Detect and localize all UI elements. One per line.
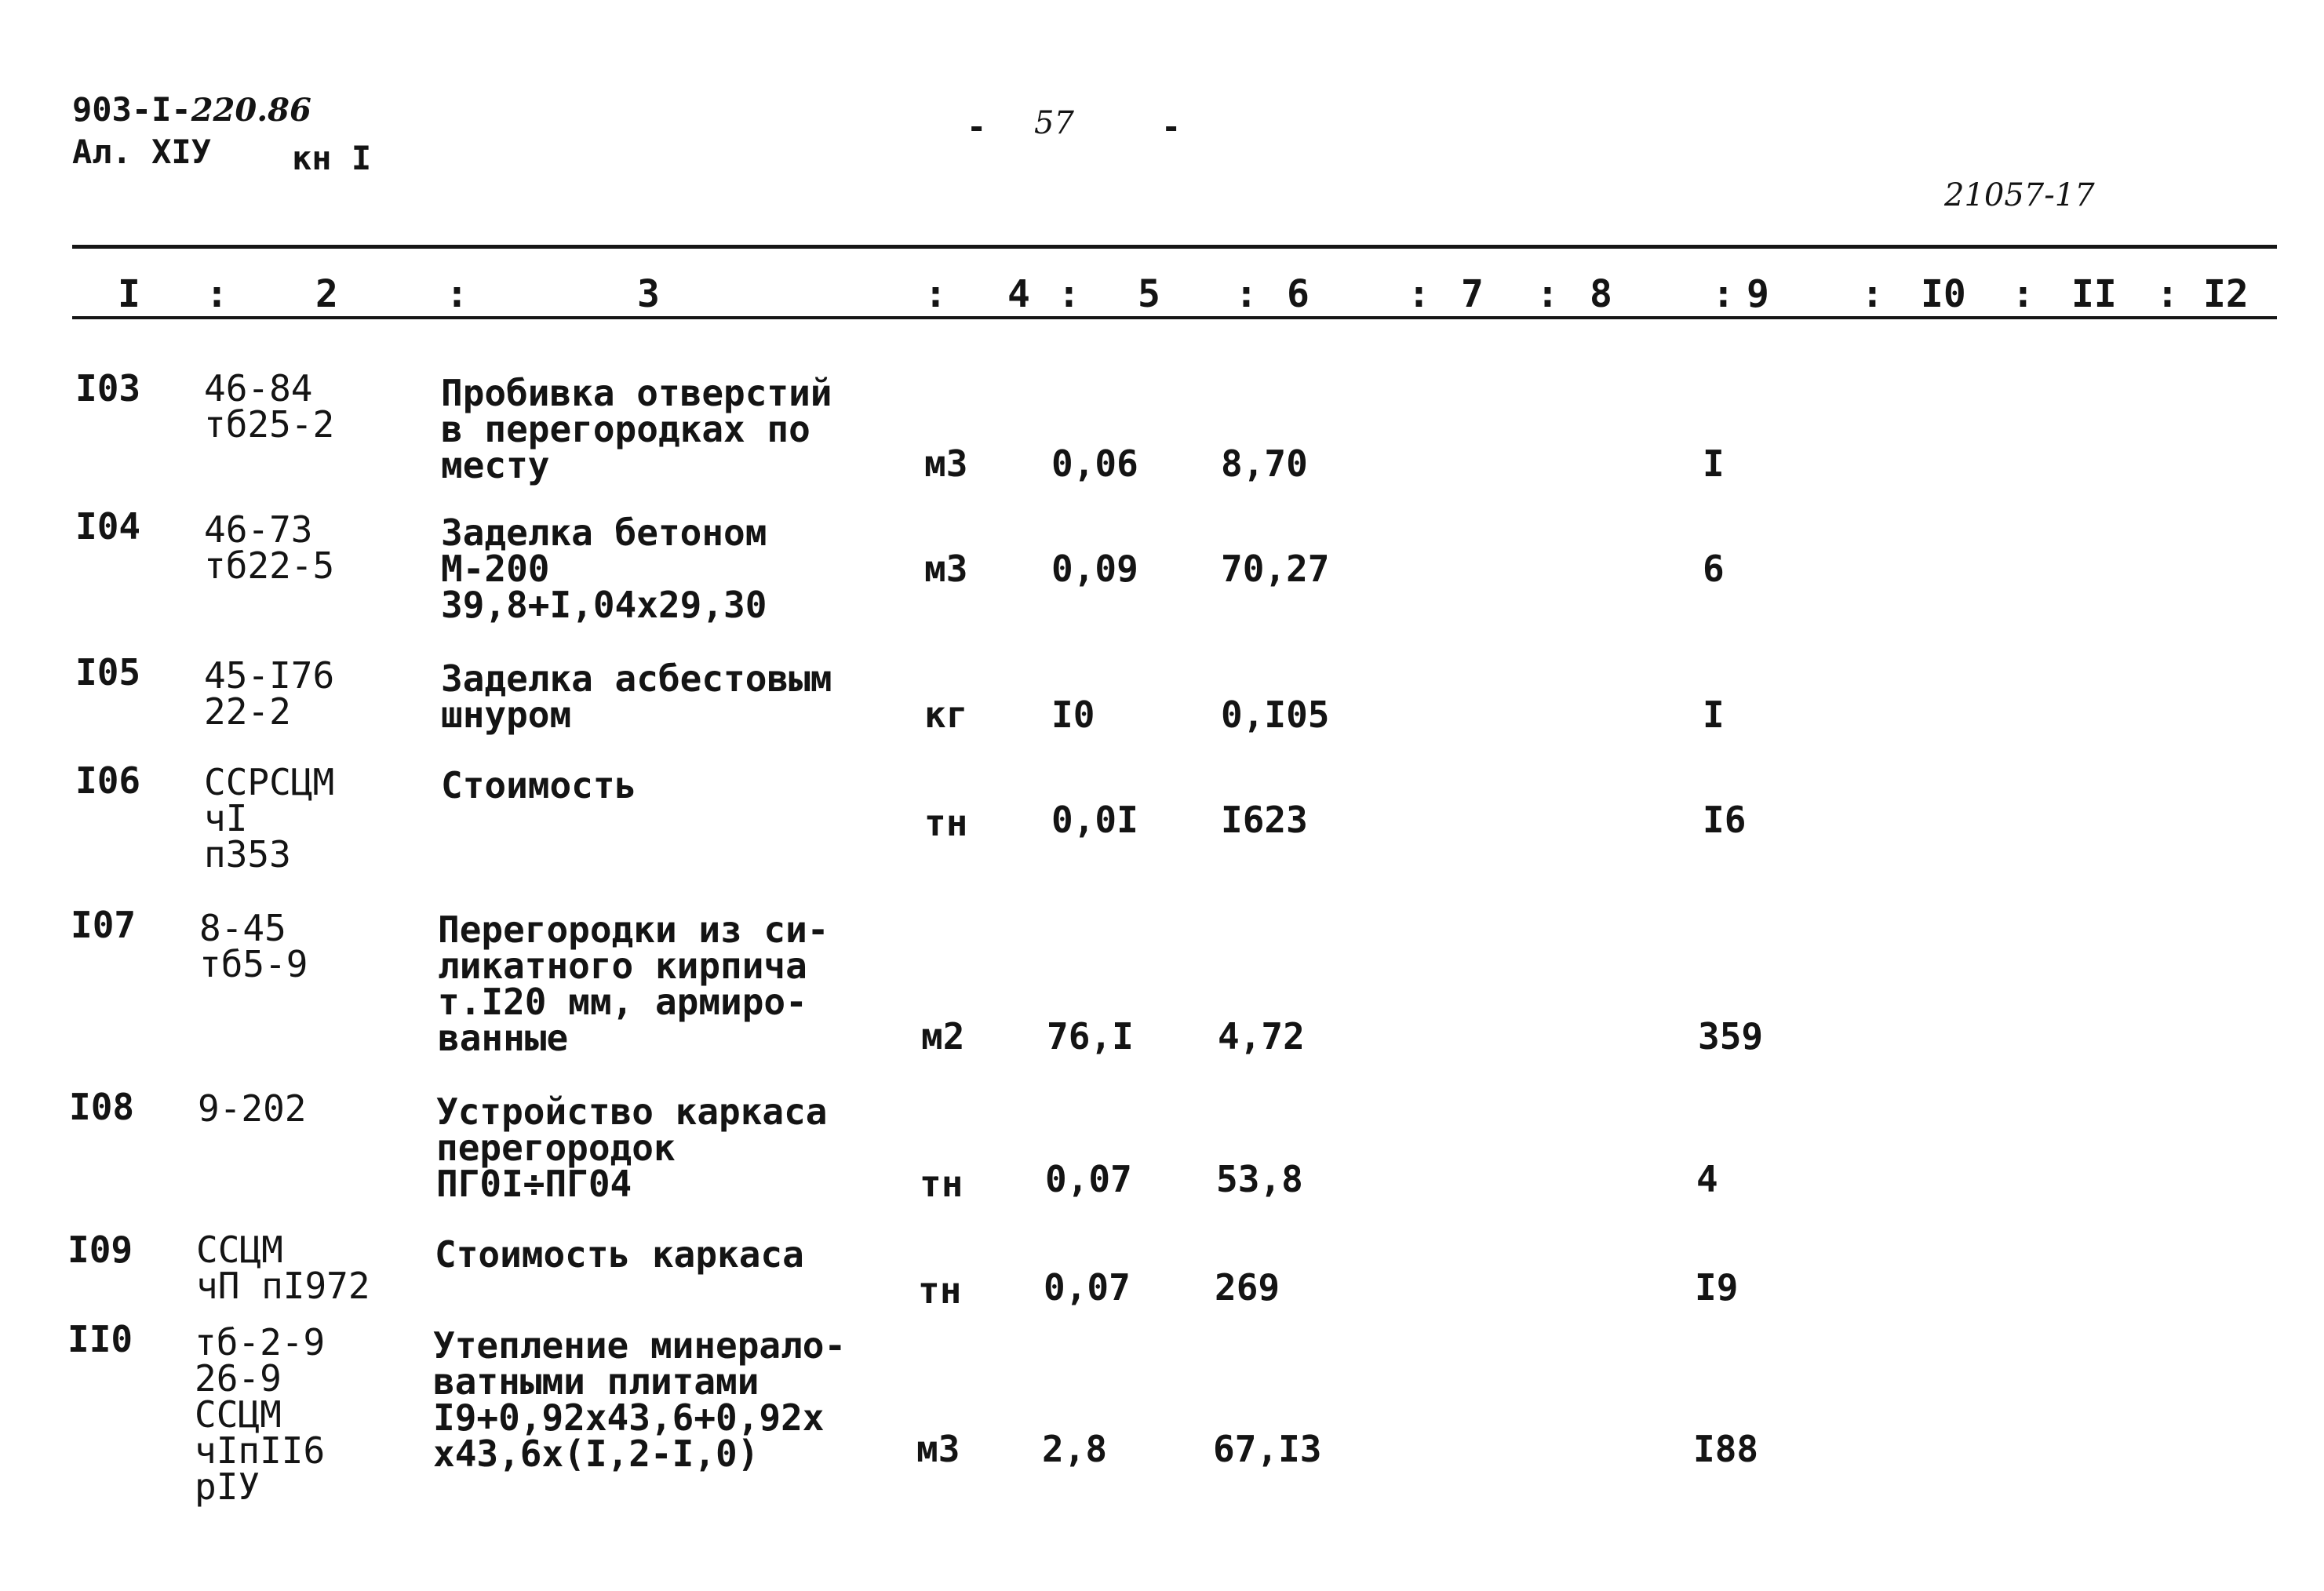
column-separator: : bbox=[1536, 272, 1559, 316]
stamp-number: 21057-17 bbox=[1944, 177, 2095, 213]
column-number-10: I0 bbox=[1921, 272, 1966, 316]
column-separator: : bbox=[1861, 272, 1884, 316]
column-number-3: 3 bbox=[637, 272, 660, 316]
quantity: 76,I bbox=[1047, 1015, 1134, 1058]
column-separator: : bbox=[1058, 272, 1080, 316]
column-number-2: 2 bbox=[315, 272, 338, 316]
quantity: 0,07 bbox=[1045, 1158, 1132, 1200]
total-cost: I bbox=[1703, 442, 1725, 485]
row-number: I03 bbox=[75, 367, 141, 410]
norm-code: 46-84 тб25-2 bbox=[204, 367, 335, 446]
column-separator: : bbox=[206, 272, 228, 316]
unit-price: I623 bbox=[1221, 799, 1308, 841]
unit-price: 4,72 bbox=[1218, 1015, 1305, 1058]
norm-code: 8-45 тб5-9 bbox=[199, 907, 308, 985]
unit: м3 bbox=[916, 1428, 960, 1470]
norm-code: 9-202 bbox=[198, 1087, 307, 1130]
row-number: I05 bbox=[75, 651, 141, 694]
row-number: I08 bbox=[69, 1086, 135, 1128]
work-description: Стоимость каркаса bbox=[435, 1233, 804, 1276]
work-description: Утепление минерало- ватными плитами I9+0,92x43,6+0,92x x43,6x(I,2-I,0) bbox=[433, 1324, 847, 1475]
column-number-7: 7 bbox=[1461, 272, 1484, 316]
norm-code: ССРСЦМ чI п353 bbox=[204, 761, 335, 876]
total-cost: I6 bbox=[1703, 799, 1747, 841]
work-description: Заделка бетоном М-200 39,8+I,04x29,30 bbox=[441, 512, 767, 626]
column-separator: : bbox=[446, 272, 468, 316]
norm-code: тб-2-9 26-9 ССЦМ чIпII6 рIУ bbox=[195, 1321, 326, 1508]
top-rule bbox=[72, 245, 2277, 249]
document-code-printed: 903-I- bbox=[72, 90, 191, 129]
column-separator: : bbox=[1408, 272, 1430, 316]
column-separator: : bbox=[2156, 272, 2179, 316]
unit-price: 0,I05 bbox=[1221, 694, 1330, 736]
row-number: I07 bbox=[71, 904, 137, 946]
total-cost: 6 bbox=[1703, 548, 1725, 590]
unit: тн bbox=[920, 1163, 963, 1205]
total-cost: I9 bbox=[1695, 1266, 1739, 1309]
quantity: 0,07 bbox=[1044, 1266, 1131, 1309]
album-label: Ал. XIУ bbox=[72, 133, 212, 171]
work-description: Пробивка отверстий в перегородках по месту bbox=[441, 372, 832, 486]
unit-price: 269 bbox=[1215, 1266, 1280, 1309]
unit-price: 70,27 bbox=[1221, 548, 1330, 590]
work-description: Устройство каркаса перегородок ПГ0I÷ПГ04 bbox=[436, 1090, 828, 1205]
column-number-5: 5 bbox=[1138, 272, 1160, 316]
column-number-1: I bbox=[118, 272, 140, 316]
unit-price: 8,70 bbox=[1221, 442, 1308, 485]
row-number: I09 bbox=[67, 1229, 133, 1271]
quantity: 2,8 bbox=[1042, 1428, 1108, 1470]
row-number: II0 bbox=[67, 1318, 133, 1360]
column-number-9: 9 bbox=[1747, 272, 1769, 316]
page-number: 57 bbox=[1034, 105, 1074, 141]
document-code bbox=[72, 90, 311, 129]
work-description: Заделка асбестовым шнуром bbox=[441, 657, 832, 736]
quantity: 0,0I bbox=[1051, 799, 1138, 841]
norm-code: ССЦМ чП пI972 bbox=[196, 1229, 370, 1307]
total-cost: 4 bbox=[1696, 1158, 1718, 1200]
unit: м3 bbox=[924, 442, 968, 485]
unit-price: 53,8 bbox=[1216, 1158, 1303, 1200]
norm-code: 46-73 тб22-5 bbox=[204, 508, 335, 587]
column-number-6: 6 bbox=[1287, 272, 1310, 316]
quantity: 0,06 bbox=[1051, 442, 1138, 485]
unit: м3 bbox=[924, 548, 968, 590]
column-number-11: II bbox=[2071, 272, 2117, 316]
page-dash-right: - bbox=[1161, 107, 1182, 146]
quantity: 0,09 bbox=[1051, 548, 1138, 590]
header-underline bbox=[72, 316, 2277, 319]
norm-code: 45-I76 22-2 bbox=[204, 654, 335, 733]
row-number: I04 bbox=[75, 505, 141, 548]
unit-price: 67,I3 bbox=[1213, 1428, 1322, 1470]
quantity: I0 bbox=[1051, 694, 1095, 736]
work-description: Перегородки из си- ликатного кирпича т.I20 мм, армиро- ванные bbox=[438, 908, 829, 1059]
column-number-12: I2 bbox=[2203, 272, 2249, 316]
document-code-handwritten: 220.86 bbox=[191, 92, 311, 129]
column-number-4: 4 bbox=[1007, 272, 1030, 316]
unit: кг bbox=[924, 694, 968, 736]
total-cost: I bbox=[1703, 694, 1725, 736]
work-description: Стоимость bbox=[441, 764, 637, 806]
unit: тн bbox=[918, 1269, 962, 1312]
total-cost: I88 bbox=[1693, 1428, 1759, 1470]
book-label: кн I bbox=[292, 139, 372, 177]
unit: м2 bbox=[921, 1015, 965, 1058]
column-separator: : bbox=[1712, 272, 1735, 316]
total-cost: 359 bbox=[1698, 1015, 1764, 1058]
column-separator: : bbox=[924, 272, 947, 316]
unit: тн bbox=[924, 802, 968, 844]
row-number: I06 bbox=[75, 759, 141, 802]
page-dash-left: - bbox=[967, 107, 987, 146]
column-separator: : bbox=[2012, 272, 2034, 316]
column-separator: : bbox=[1235, 272, 1258, 316]
column-number-8: 8 bbox=[1590, 272, 1612, 316]
